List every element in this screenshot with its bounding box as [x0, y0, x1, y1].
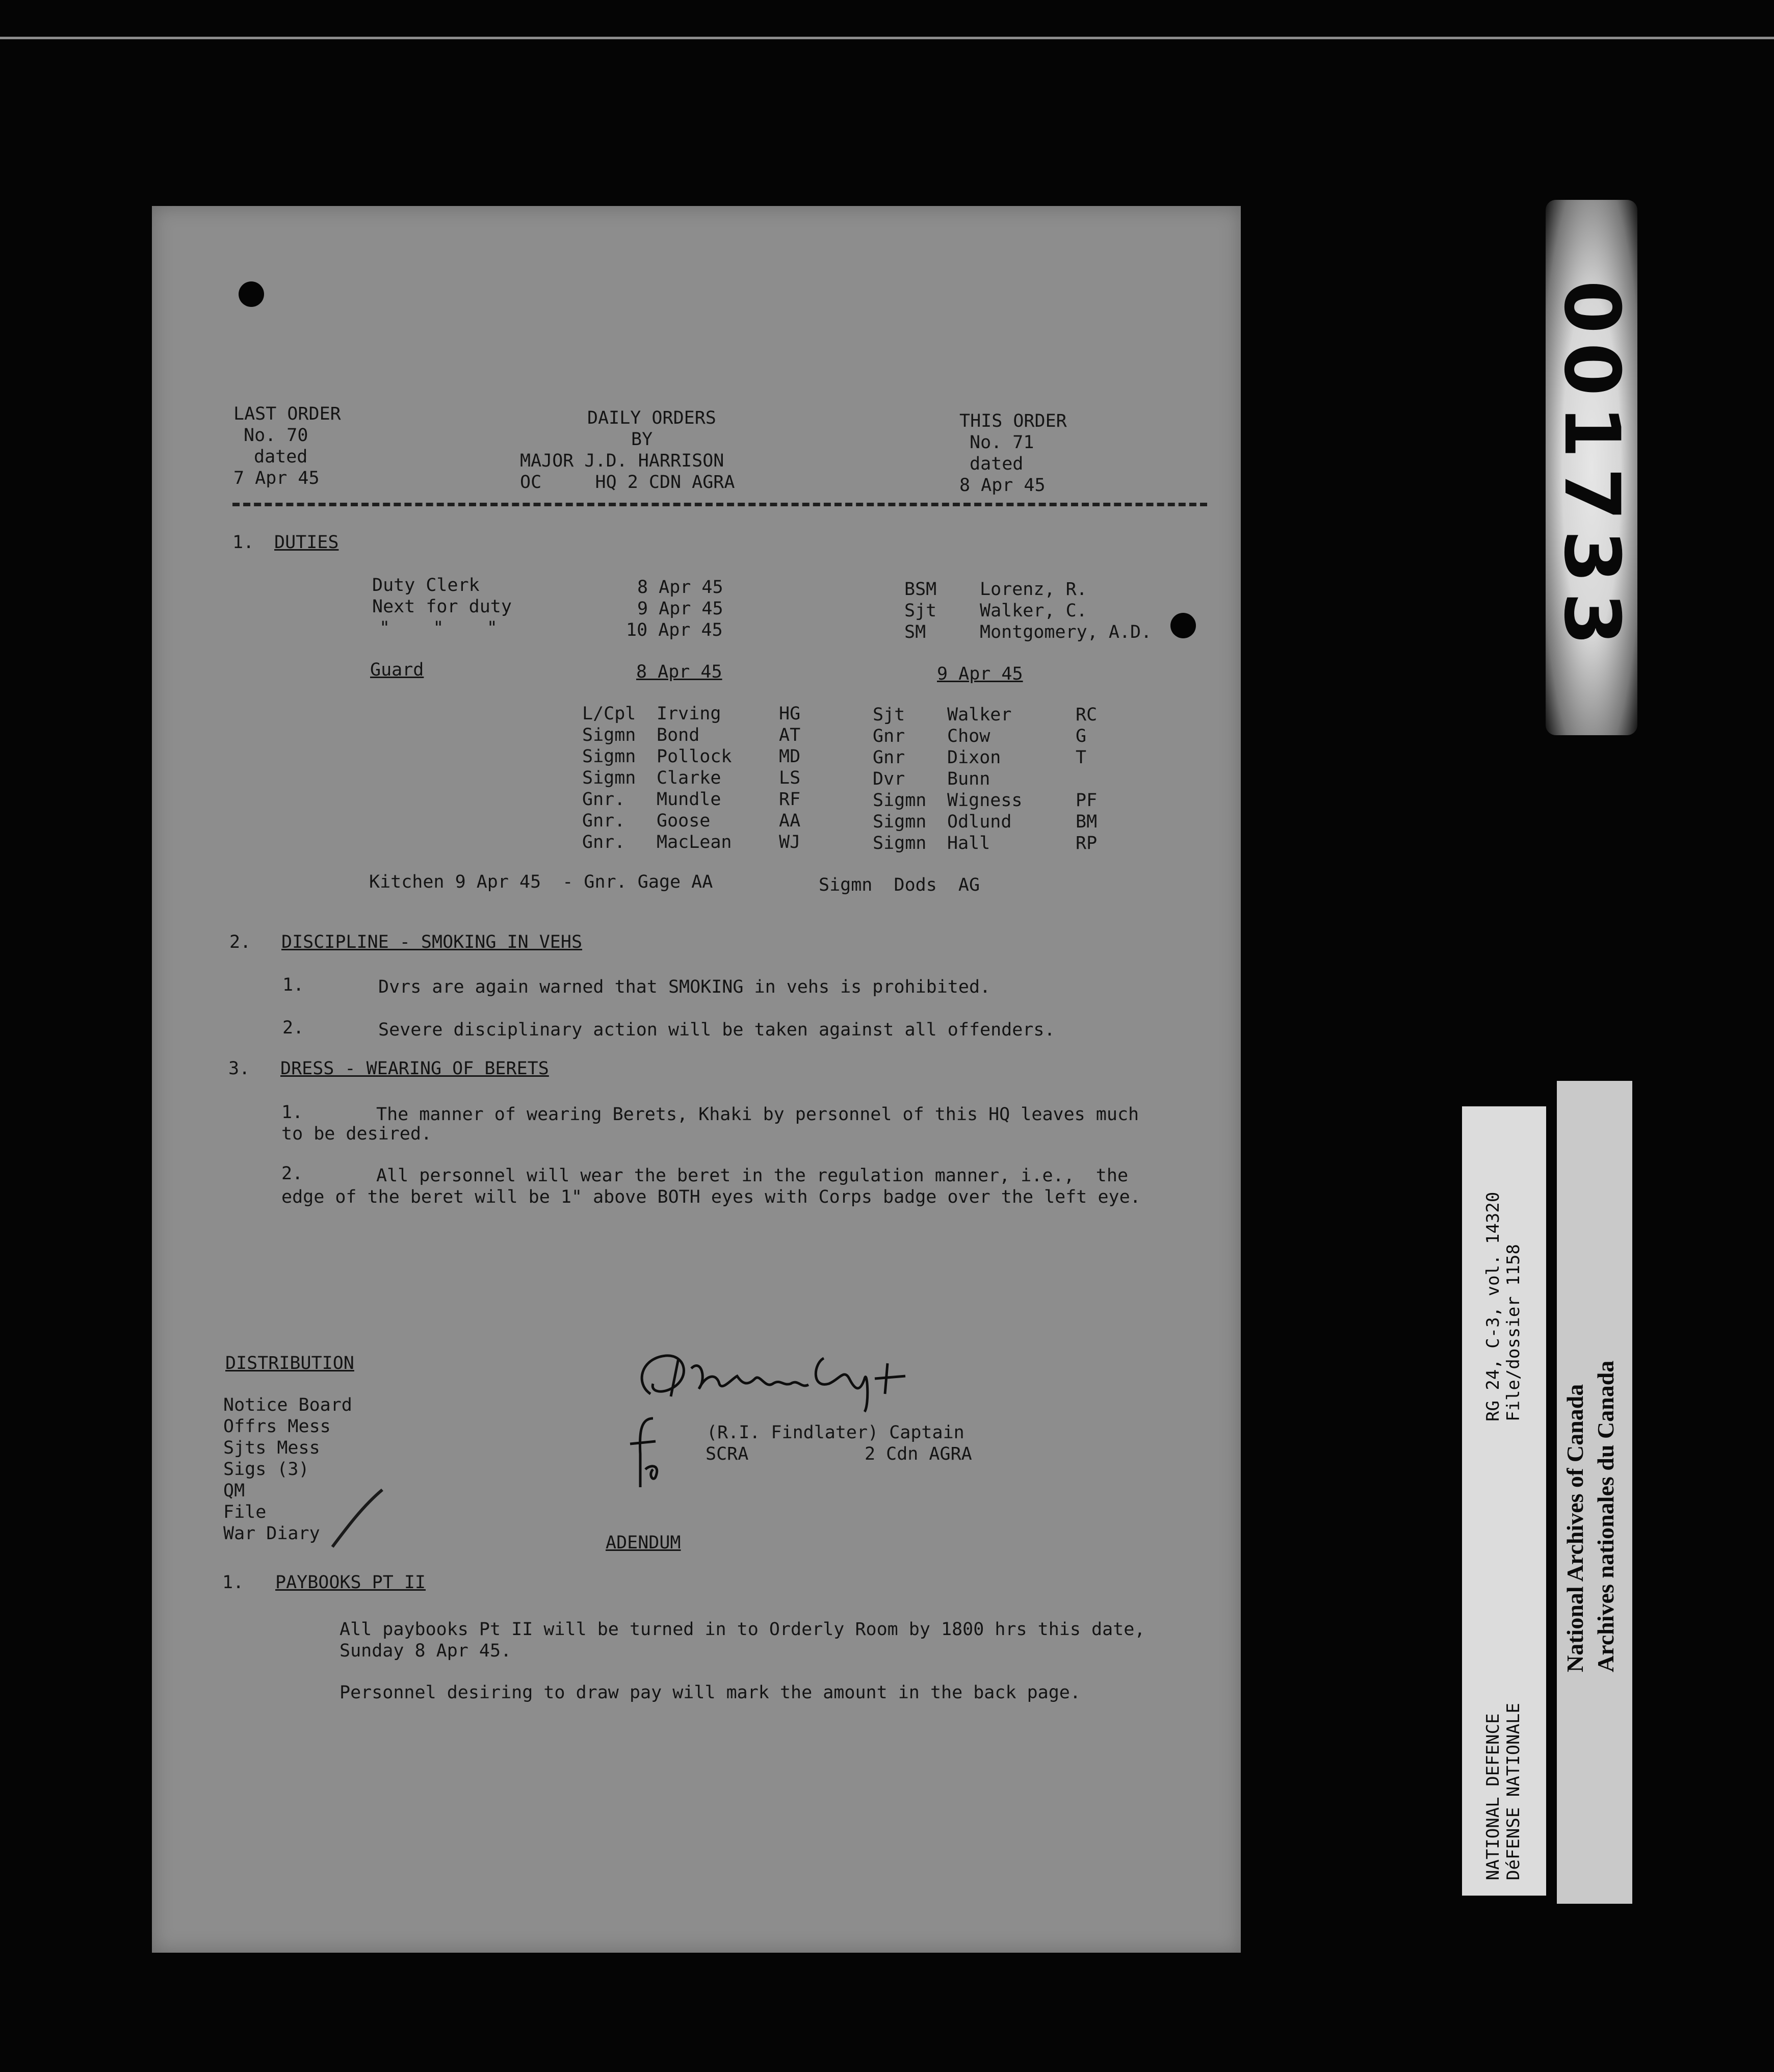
guard-rank: Gnr. — [582, 789, 625, 810]
distribution-item: Sjts Mess — [223, 1438, 320, 1458]
guard-name: Wigness — [947, 790, 1023, 811]
guard-rank: Gnr. — [582, 811, 625, 831]
duties-heading: DUTIES — [274, 532, 339, 553]
duty-date: 8 Apr 45 — [637, 577, 723, 598]
guard-name: Hall — [947, 833, 990, 853]
archive-reference-label — [1462, 1106, 1546, 1896]
guard-rank: Dvr — [873, 769, 905, 789]
duty-rank: BSM — [904, 579, 937, 600]
kitchen-duty: Kitchen 9 Apr 45 - Gnr. Gage AA — [369, 872, 713, 892]
duty-rank: Sjt — [904, 601, 937, 621]
addendum-paragraph: Personnel desiring to draw pay will mark the amount in the back page. — [340, 1682, 1081, 1703]
punch-hole — [239, 281, 264, 307]
kitchen-duty-second: Sigmn Dods AG — [819, 875, 980, 895]
section-number: 2. — [229, 932, 251, 952]
distribution-item: War Diary — [223, 1523, 320, 1544]
guard-rank: Sigmn — [873, 790, 927, 811]
guard-name: Irving — [657, 704, 721, 724]
for-mark — [625, 1413, 671, 1490]
guard-rank: Sigmn — [582, 746, 636, 767]
guard-unit: T — [1076, 747, 1087, 768]
guard-unit: RC — [1076, 705, 1098, 725]
guard-rank: Gnr — [873, 747, 905, 768]
this-order-date: 8 Apr 45 — [959, 475, 1046, 496]
signatory-unit-right: 2 Cdn AGRA — [865, 1444, 972, 1464]
duty-name: Montgomery, A.D. — [980, 622, 1152, 642]
this-order-label: THIS ORDER — [959, 411, 1067, 431]
guard-rank: Sigmn — [582, 768, 636, 788]
guard-name: Odlund — [947, 812, 1012, 832]
guard-unit: PF — [1076, 790, 1098, 811]
guard-unit: HG — [779, 704, 801, 724]
section-number: 1. — [232, 532, 254, 553]
dress-item: to be desired. — [281, 1124, 432, 1144]
duty-role: Duty Clerk — [372, 575, 480, 595]
national-archives-label — [1557, 1081, 1632, 1904]
guard-name: Pollock — [657, 746, 732, 767]
dress-item: The manner of wearing Berets, Khaki by personnel of this HQ leaves much — [376, 1104, 1139, 1125]
item-number: 1. — [281, 1102, 303, 1123]
duty-rank: SM — [904, 622, 926, 642]
dress-item: edge of the beret will be 1" above BOTH eyes with Corps badge over the left eye. — [281, 1187, 1141, 1207]
frame-number: 001733 — [1547, 280, 1636, 655]
guard-name: Goose — [657, 811, 711, 831]
discipline-heading: DISCIPLINE - SMOKING IN VEHS — [281, 932, 583, 952]
guard-unit: WJ — [779, 832, 801, 852]
guard-unit: AT — [779, 725, 801, 745]
duty-role: " " " — [379, 618, 498, 638]
this-order-number: No. 71 — [970, 432, 1034, 453]
distribution-item: Offrs Mess — [223, 1416, 331, 1437]
guard-unit: AA — [779, 811, 801, 831]
department-line: NATIONAL DEFENCE — [1483, 1713, 1503, 1880]
this-order-dated: dated — [970, 454, 1024, 474]
signatory-unit-left: SCRA — [706, 1444, 749, 1464]
guard-rank: Sigmn — [582, 725, 636, 745]
discipline-item: Dvrs are again warned that SMOKING in vehs is prohibited. — [378, 977, 991, 997]
distribution-item: File — [223, 1502, 267, 1522]
item-number: 2. — [281, 1163, 303, 1184]
distribution-heading: DISTRIBUTION — [225, 1353, 354, 1374]
guard-name: Bond — [657, 725, 700, 745]
guard-rank: Gnr. — [582, 832, 625, 852]
archives-name-en: National Archives of Canada — [1562, 1384, 1588, 1672]
film-edge-line — [0, 37, 1774, 39]
guard-rank: Gnr — [873, 726, 905, 746]
punch-hole — [1170, 613, 1196, 638]
department-line: DéFENSE NATIONALE — [1503, 1703, 1524, 1880]
item-number: 2. — [282, 1018, 304, 1038]
last-order-number: No. 70 — [244, 425, 308, 446]
paybooks-heading: PAYBOOKS PT II — [275, 1572, 426, 1593]
guard-unit: RF — [779, 789, 801, 810]
distribution-item: Sigs (3) — [223, 1459, 309, 1480]
duty-name: Lorenz, R. — [980, 579, 1087, 600]
last-order-dated: dated — [254, 447, 308, 467]
orders-unit: OC HQ 2 CDN AGRA — [520, 472, 735, 493]
last-order-label: LAST ORDER — [233, 404, 341, 424]
signatory-name: (R.I. Findlater) Captain — [707, 1422, 964, 1443]
addendum-paragraph: Sunday 8 Apr 45. — [340, 1641, 512, 1661]
guard-unit: MD — [779, 746, 801, 767]
guard-name: MacLean — [657, 832, 732, 852]
duty-date: 10 Apr 45 — [626, 620, 723, 640]
guard-date: 8 Apr 45 — [636, 662, 722, 682]
orders-issuer: MAJOR J.D. HARRISON — [520, 451, 724, 471]
reference-line: RG 24, C-3, vol. 14320 — [1483, 1192, 1503, 1421]
frame-number-strip — [1546, 200, 1637, 735]
distribution-item: Notice Board — [223, 1395, 352, 1415]
last-order-date: 7 Apr 45 — [233, 468, 320, 488]
guard-label: Guard — [370, 660, 424, 680]
header-divider — [232, 503, 1207, 506]
guard-rank: Sigmn — [873, 812, 927, 832]
guard-name: Walker — [947, 705, 1012, 725]
guard-unit: BM — [1076, 812, 1098, 832]
discipline-item: Severe disciplinary action will be taken against all offenders. — [378, 1020, 1055, 1040]
orders-title: DAILY ORDERS — [587, 408, 716, 428]
duty-name: Walker, C. — [980, 601, 1087, 621]
orders-by: BY — [631, 429, 653, 450]
daily-orders-page — [152, 206, 1241, 1953]
addendum-title: ADENDUM — [606, 1533, 681, 1553]
guard-rank: Sigmn — [873, 833, 927, 853]
guard-name: Chow — [947, 726, 990, 746]
guard-unit: G — [1076, 726, 1087, 746]
guard-rank: Sjt — [873, 705, 905, 725]
guard-unit: RP — [1076, 833, 1098, 853]
archives-name-fr: Archives nationales du Canada — [1593, 1360, 1619, 1672]
addendum-paragraph: All paybooks Pt II will be turned in to Orderly Room by 1800 hrs this date, — [340, 1619, 1145, 1640]
dress-item: All personnel will wear the beret in the regulation manner, i.e., the — [376, 1166, 1129, 1186]
handwritten-signature — [630, 1348, 946, 1414]
section-number: 1. — [222, 1572, 244, 1593]
section-number: 3. — [228, 1058, 250, 1079]
guard-name: Bunn — [947, 769, 990, 789]
guard-name: Clarke — [657, 768, 721, 788]
distribution-item: QM — [223, 1481, 245, 1501]
dress-heading: DRESS - WEARING OF BERETS — [280, 1058, 549, 1079]
item-number: 1. — [282, 975, 304, 995]
guard-date: 9 Apr 45 — [937, 664, 1023, 684]
guard-rank: L/Cpl — [582, 704, 636, 724]
duty-role: Next for duty — [372, 597, 512, 617]
guard-name: Dixon — [947, 747, 1001, 768]
tick-mark — [327, 1486, 388, 1552]
guard-name: Mundle — [657, 789, 721, 810]
duty-date: 9 Apr 45 — [637, 599, 723, 619]
guard-unit: LS — [779, 768, 801, 788]
reference-line: File/dossier 1158 — [1503, 1244, 1524, 1421]
